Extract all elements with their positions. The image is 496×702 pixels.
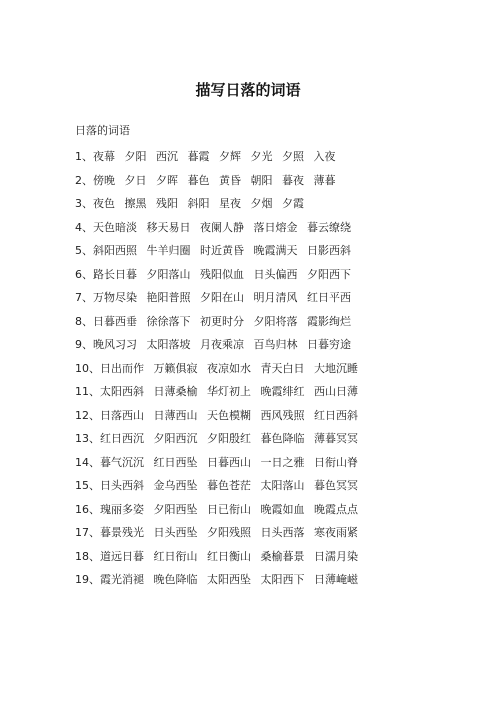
entry-words: 瑰丽多姿 夕阳西坠 日已衔山 晚霞如血 晚霞点点 [100,502,358,516]
entry-words: 夜色 擦黑 残阳 斜阳 星夜 夕烟 夕霞 [93,197,304,210]
entry-number: 4、 [75,220,93,234]
entry-number: 7、 [75,291,93,304]
list-item [75,338,358,362]
entry-number: 11、 [75,385,100,398]
entry-number: 3、 [75,197,93,210]
list-item [75,244,358,268]
list-item [75,315,358,339]
entry-words: 傍晚 夕日 夕晖 暮色 黄昏 朝阳 暮夜 薄暮 [93,173,336,187]
entry-number: 18、 [75,549,100,563]
entry-words: 万物尽染 艳阳普照 夕阳在山 明月清风 红日平西 [93,291,351,304]
word-list [75,150,358,597]
list-item [75,526,358,550]
entry-number: 2、 [75,173,93,187]
entry-number: 16、 [75,502,100,516]
list-item [75,150,358,174]
entry-number: 8、 [75,314,93,328]
list-item [75,291,358,315]
entry-number: 9、 [75,338,93,351]
list-item [75,197,358,221]
list-item [75,362,358,386]
entry-words: 霞光消褪 晚色降临 太阳西坠 太阳西下 日薄崦嵫 [100,573,358,586]
entry-words: 日暮西垂 徐徐落下 初更时分 夕阳将落 霞影绚烂 [93,314,351,328]
list-item [75,385,358,409]
entry-number: 12、 [75,408,100,422]
entry-words: 路长日暮 夕阳落山 残阳似血 日头偏西 夕阳西下 [93,267,351,281]
entry-number: 5、 [75,244,93,257]
entry-words: 晚风习习 太阳落坡 月夜乘凉 百鸟归林 日暮穷途 [93,338,351,351]
entry-words: 日头西斜 金乌西坠 暮色苍茫 太阳落山 暮色冥冥 [100,479,358,492]
list-item [75,221,358,245]
entry-words: 日出而作 万籁俱寂 夜凉如水 青天白日 大地沉睡 [100,361,358,375]
entry-number: 1、 [75,150,93,163]
list-item [75,550,358,574]
document-title: 描写日落的词语 [195,81,301,99]
entry-words: 暮气沉沉 红日西坠 日暮西山 一日之雅 日衔山脊 [100,455,358,469]
entry-number: 14、 [75,455,100,469]
entry-number: 13、 [75,432,100,445]
entry-words: 暮景残光 日头西坠 夕阳残照 日头西落 寒夜雨紧 [100,526,358,539]
entry-words: 天色暗淡 移天易日 夜阑人静 落日熔金 暮云缭绕 [93,220,351,234]
section-heading: 日落的词语 [75,124,130,137]
entry-words: 斜阳西照 牛羊归圈 时近黄昏 晚霞满天 日影西斜 [93,244,351,257]
entry-number: 6、 [75,267,93,281]
entry-words: 道远日暮 红日衔山 红日衡山 桑榆暮景 日濡月染 [100,549,358,563]
entry-number: 17、 [75,526,100,539]
entry-words: 日落西山 日薄西山 天色模糊 西风残照 红日西斜 [100,408,358,422]
list-item [75,268,358,292]
list-item [75,479,358,503]
entry-number: 15、 [75,479,100,492]
entry-number: 19、 [75,573,100,586]
list-item [75,409,358,433]
entry-words: 夜幕 夕阳 西沉 暮霞 夕辉 夕光 夕照 入夜 [93,150,336,163]
entry-words: 太阳西斜 日薄桑榆 华灯初上 晚霞绯红 西山日薄 [100,385,358,398]
list-item [75,432,358,456]
list-item [75,503,358,527]
list-item [75,174,358,198]
list-item [75,573,358,597]
entry-words: 红日西沉 夕阳西沉 夕阳殷红 暮色降临 薄暮冥冥 [100,432,358,445]
list-item [75,456,358,480]
entry-number: 10、 [75,361,100,375]
